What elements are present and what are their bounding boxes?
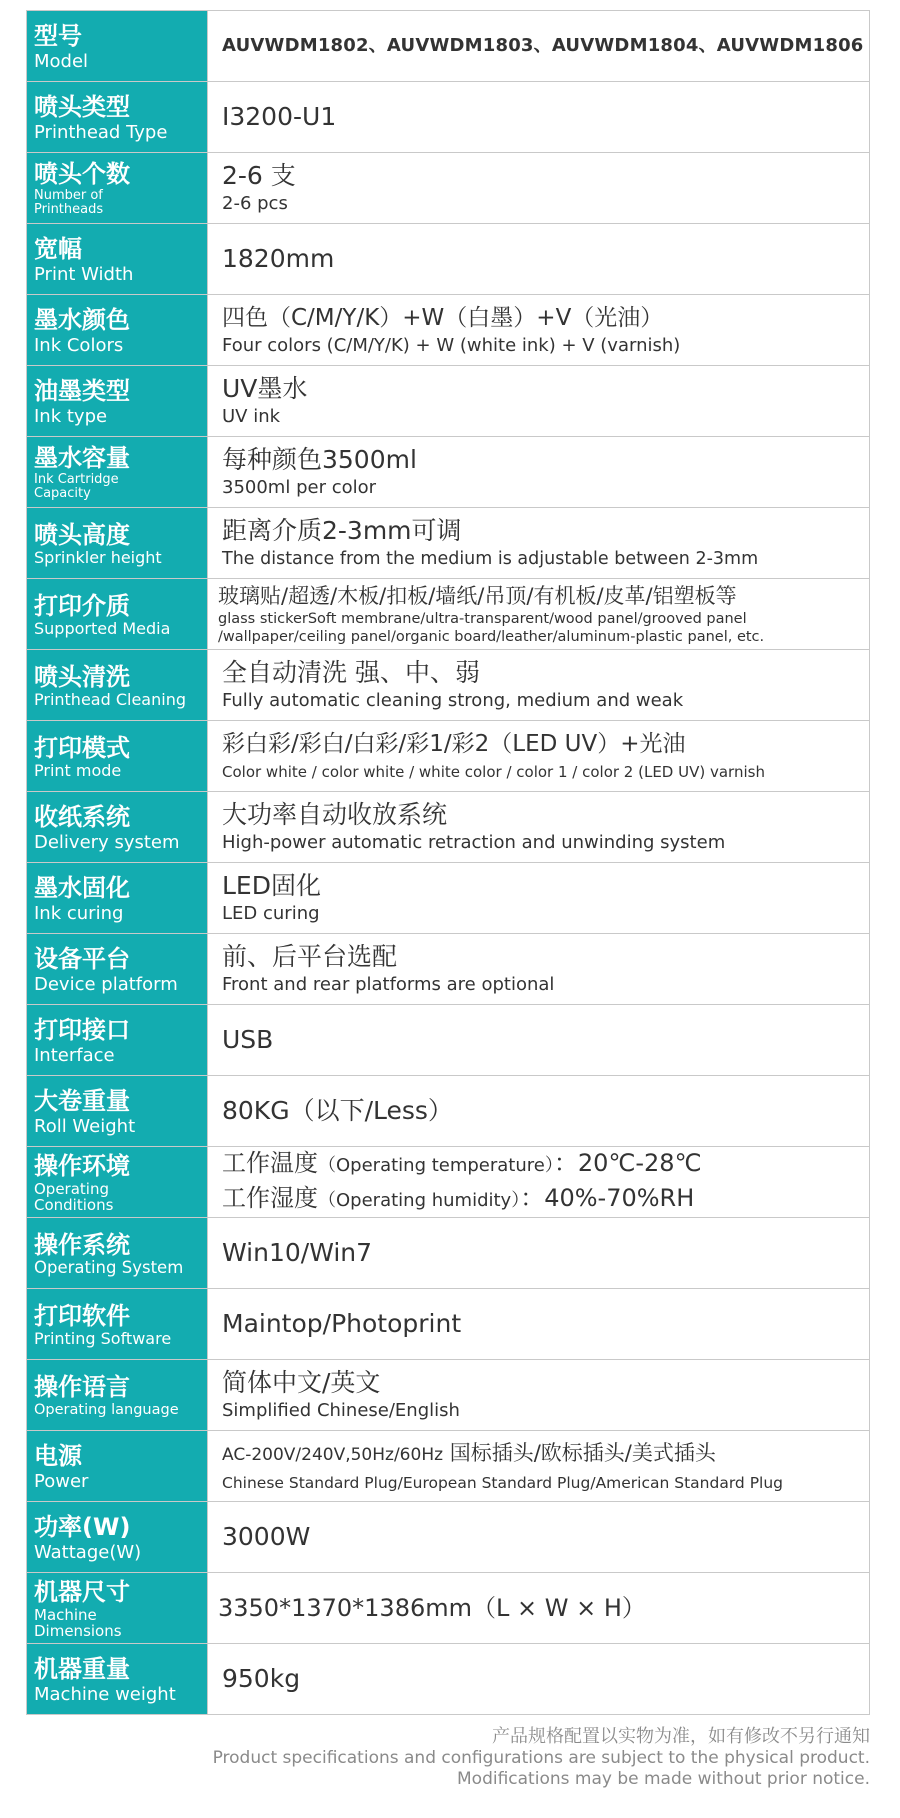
label-zh: 打印接口 [34,1015,130,1044]
humidity-label: 工作湿度 [222,1184,318,1212]
power-value-en: Chinese Standard Plug/European Standard Plug/American Standard Plug [222,1474,784,1492]
table-row [27,224,870,295]
printheads-value-en: 2-6 pcs [222,193,288,214]
label-zh: 打印软件 [34,1302,130,1330]
label-en: Wattage(W) [34,1541,142,1563]
value-cell [208,579,870,650]
label-cell [27,721,208,792]
table-row [27,934,870,1005]
printhead-type-value: I3200-U1 [222,102,337,131]
label-cell [27,1431,208,1502]
language-value: 简体中文/英文 [222,1368,381,1397]
table-row [27,1502,870,1573]
table-row [27,1218,870,1289]
table-row [27,721,870,792]
table-row [27,11,870,82]
print-mode-value-en: Color white / color white / white color / color 1 / color 2 (LED UV) varnish [222,763,765,781]
label-en: Print mode [34,761,122,780]
label-en: Operating language [34,1402,179,1418]
label-zh: 机器尺寸 [34,1578,130,1606]
label-cell [27,1573,208,1644]
value-cell [208,1360,870,1431]
label-zh: 打印介质 [34,592,130,620]
label-zh: 宽幅 [34,234,82,263]
table-row [27,295,870,366]
value-cell [208,1076,870,1147]
label-en: Model [34,50,89,72]
table-row [27,1360,870,1431]
value-cell [208,1502,870,1573]
ink-type-value: UV墨水 [222,374,308,403]
table-row [27,1005,870,1076]
cleaning-value: 全自动清洗 强、中、弱 [222,658,480,687]
delivery-value: 大功率自动收放系统 [222,800,448,829]
value-cell [208,721,870,792]
value-cell [208,437,870,508]
label-en: Ink type [34,405,108,427]
footer-note-en-2: Modifications may be made without prior notice. [457,1769,870,1789]
value-cell [208,1005,870,1076]
label-en: Interface [34,1044,115,1066]
table-row [27,1147,870,1218]
roll-weight-value: 80KG（以下/Less） [222,1096,453,1125]
value-cell [208,1573,870,1644]
footer-note-en-1: Product specifications and configurations are subject to the physical product. [212,1748,870,1768]
label-zh: 喷头个数 [34,160,130,188]
label-zh: 设备平台 [34,944,130,973]
os-value: Win10/Win7 [222,1238,373,1267]
ink-capacity-value: 每种颜色3500ml [222,445,417,474]
label-en: Sprinkler height [34,548,162,567]
footer-note-zh: 产品规格配置以实物为准，如有修改不另行通知 [492,1726,870,1747]
label-en: Device platform [34,973,178,995]
label-en: Printing Software [34,1329,172,1348]
value-cell [208,1644,870,1715]
ink-colors-value-en: Four colors (C/M/Y/K) + W (white ink) + V (varnish) [222,335,681,356]
label-en: Ink Colors [34,334,124,356]
table-row [27,1644,870,1715]
label-en: Power [34,1470,89,1492]
software-value: Maintop/Photoprint [222,1309,462,1338]
value-cell [208,650,870,721]
label-cell [27,224,208,295]
temperature-value: ：20℃-28℃ [553,1149,702,1177]
label-en: Supported Media [34,619,171,638]
label-en: Printhead Cleaning [34,690,186,709]
label-cell [27,1644,208,1715]
ink-curing-value: LED固化 [222,871,321,900]
value-cell [208,508,870,579]
temperature-label-en: （Operating temperature） [318,1155,554,1176]
interface-value: USB [222,1025,274,1054]
value-cell [208,295,870,366]
label-cell [27,1289,208,1360]
label-zh: 墨水颜色 [34,305,130,334]
table-row [27,508,870,579]
label-zh: 大卷重量 [34,1086,130,1115]
value-cell [208,1147,870,1218]
dimensions-value: 3350*1370*1386mm（L × W × H） [218,1594,646,1622]
value-cell [208,11,870,82]
label-cell [27,1502,208,1573]
table-row [27,1573,870,1644]
label-cell [27,650,208,721]
label-cell [27,1076,208,1147]
label-cell [27,366,208,437]
table-row [27,579,870,650]
delivery-value-en: High-power automatic retraction and unwinding system [222,832,726,853]
label-zh: 操作语言 [34,1373,130,1401]
table-row [27,1431,870,1502]
label-cell [27,153,208,224]
label-zh: 操作系统 [34,1231,130,1259]
label-cell [27,295,208,366]
table-row [27,82,870,153]
label-cell [27,863,208,934]
label-cell [27,1218,208,1289]
label-zh: 油墨类型 [34,376,130,405]
label-en: Operating System [34,1258,184,1277]
table-row [27,437,870,508]
table-row [27,153,870,224]
label-cell [27,1005,208,1076]
label-cell [27,508,208,579]
power-plugs: 国标插头/欧标插头/美式插头 [443,1441,716,1465]
label-zh: 墨水容量 [34,444,130,472]
table-row [27,1289,870,1360]
label-zh: 收纸系统 [34,802,130,831]
label-en: Number of Printheads [34,188,104,217]
table-row [27,366,870,437]
ink-type-value-en: UV ink [222,406,281,427]
label-en: Machine Dimensions [34,1606,122,1640]
label-cell [27,1360,208,1431]
label-zh: 电源 [34,1441,82,1470]
label-cell [27,934,208,1005]
print-mode-value: 彩白彩/彩白/白彩/彩1/彩2（LED UV）+光油 [222,731,686,757]
model-value: AUVWDM1802、AUVWDM1803、AUVWDM1804、AUVWDM1806 [222,35,864,56]
temperature-line [222,1147,865,1182]
label-cell [27,1147,208,1218]
label-en: Operating Conditions [34,1180,114,1214]
value-cell [208,366,870,437]
label-zh: 机器重量 [34,1654,130,1683]
label-en: Print Width [34,263,134,285]
wattage-value: 3000W [222,1522,311,1551]
humidity-label-en: （Operating humidity） [318,1190,521,1211]
value-cell [208,82,870,153]
language-value-en: Simplified Chinese/English [222,1400,460,1421]
power-value [222,1437,865,1471]
print-width-value: 1820mm [222,244,335,273]
value-cell [208,1431,870,1502]
power-voltage: AC-200V/240V,50Hz/60Hz [222,1445,444,1465]
ink-colors-value: 四色（C/M/Y/K）+W（白墨）+V（光油） [222,305,664,331]
label-zh: 喷头高度 [34,521,130,549]
table-row [27,650,870,721]
label-cell [27,579,208,650]
value-cell [208,1289,870,1360]
label-zh: 打印模式 [34,734,130,762]
table-row [27,863,870,934]
label-en: Machine weight [34,1683,176,1705]
humidity-line [222,1182,865,1217]
label-zh: 操作环境 [34,1152,130,1180]
label-cell [27,82,208,153]
value-cell [208,792,870,863]
label-zh: 型号 [34,21,82,50]
spec-sheet [26,10,870,1715]
humidity-value: ：40%-70%RH [520,1184,695,1212]
value-cell [208,153,870,224]
cleaning-value-en: Fully automatic cleaning strong, medium and weak [222,690,684,711]
label-zh: 墨水固化 [34,873,130,902]
label-en: Delivery system [34,831,180,853]
spec-table [26,10,870,1715]
head-height-value-en: The distance from the medium is adjustable between 2-3mm [222,549,759,569]
media-value: 玻璃贴/超透/木板/扣板/墙纸/吊顶/有机板/皮革/铝塑板等 [218,584,737,608]
value-cell [208,1218,870,1289]
ink-capacity-value-en: 3500ml per color [222,477,377,498]
media-value-en: glass stickerSoft membrane/ultra-transparent/wood panel/grooved panel [218,611,747,627]
label-zh: 功率(W) [34,1512,131,1541]
temperature-label: 工作温度 [222,1149,318,1177]
label-en: Printhead Type [34,121,168,143]
printheads-value: 2-6 支 [222,161,296,190]
machine-weight-value: 950kg [222,1664,301,1693]
label-cell [27,11,208,82]
table-row [27,792,870,863]
label-cell [27,792,208,863]
value-cell [208,863,870,934]
platform-value-en: Front and rear platforms are optional [222,974,555,995]
label-zh: 喷头类型 [34,92,130,121]
value-cell [208,224,870,295]
table-row [27,1076,870,1147]
value-cell [208,934,870,1005]
label-cell [27,437,208,508]
label-zh: 喷头清洗 [34,663,130,691]
footer-note [213,1725,870,1790]
label-en: Ink Cartridge Capacity [34,472,119,501]
label-en: Roll Weight [34,1115,136,1137]
media-value-en-2: /wallpaper/ceiling panel/organic board/leather/aluminum-plastic panel, etc. [218,629,765,645]
head-height-value: 距离介质2-3mm可调 [222,516,462,545]
label-en: Ink curing [34,902,124,924]
ink-curing-value-en: LED curing [222,903,320,924]
platform-value: 前、后平台选配 [222,942,398,971]
